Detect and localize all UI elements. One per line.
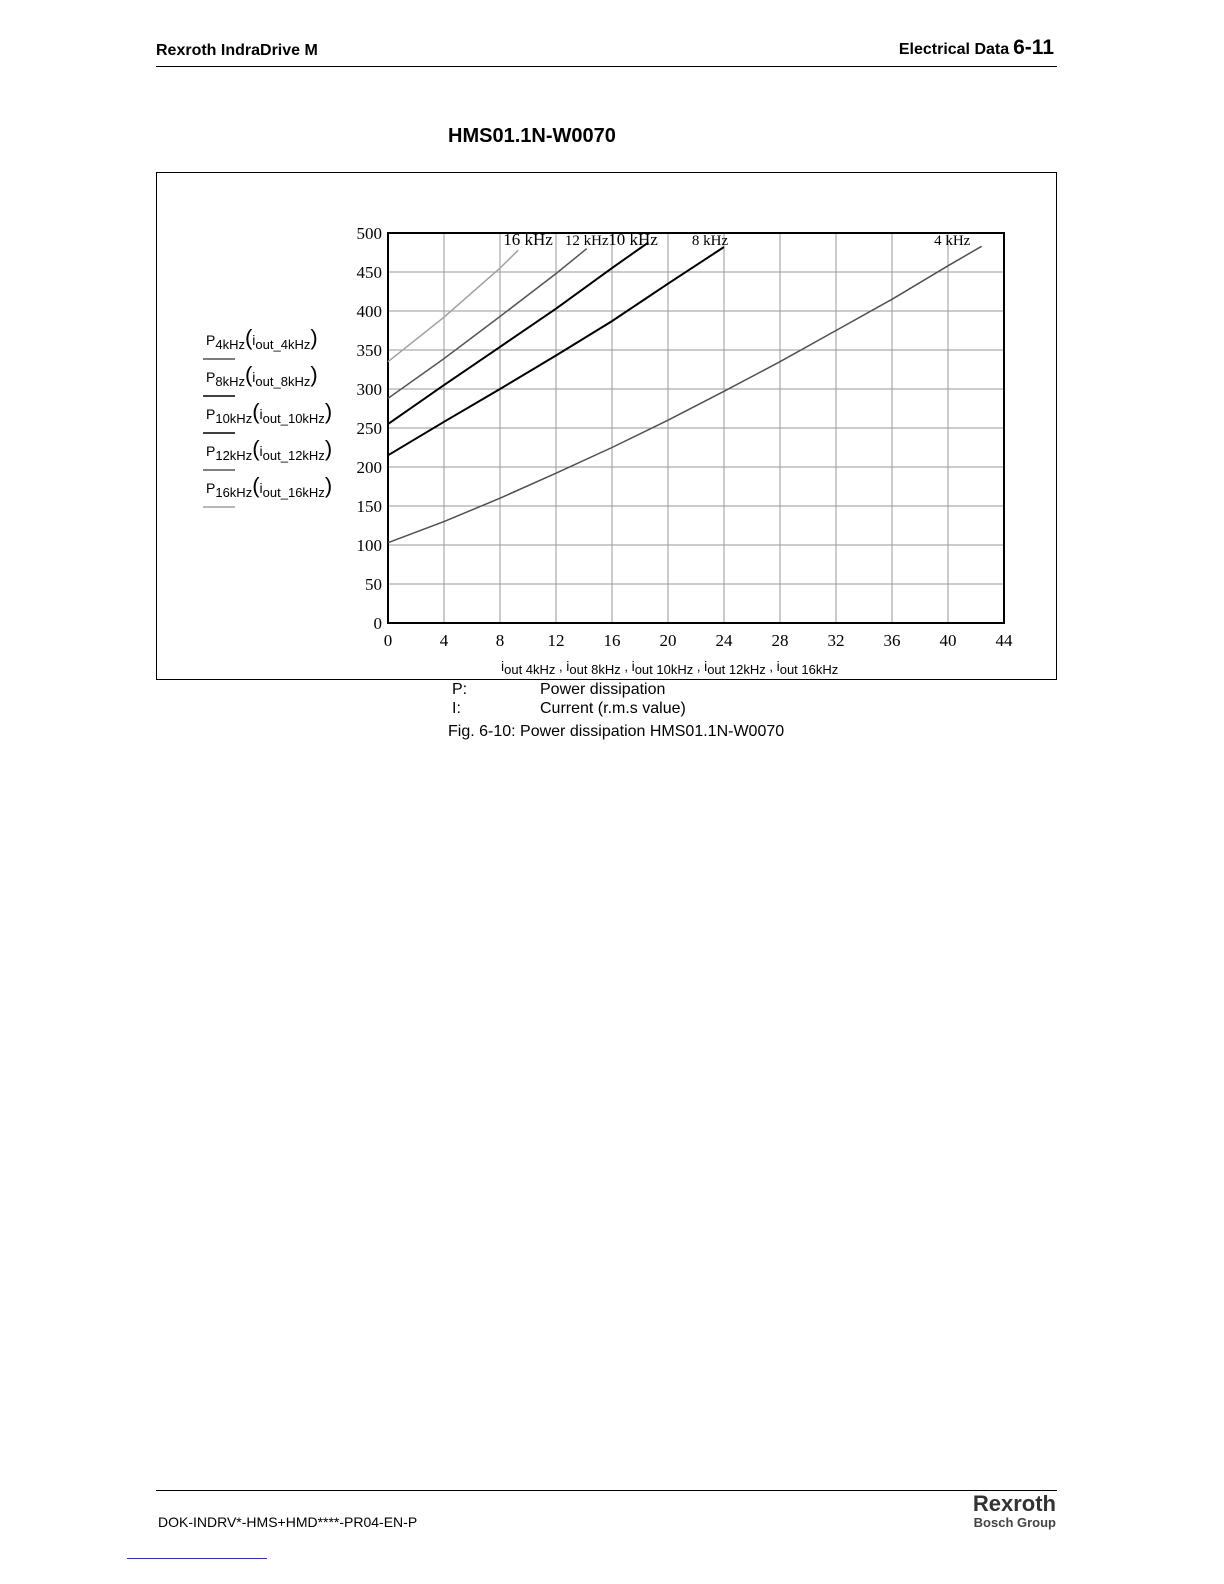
power-dissipation-chart [157,173,1056,679]
footer-divider [156,1490,1057,1491]
y-tick-label: 450 [356,263,382,282]
x-tick-label: 12 [547,631,565,650]
curve-label: 10 kHz [608,230,658,249]
x-tick-label: 20 [659,631,677,650]
legend-key: P: [452,681,468,698]
y-tick-label: 400 [356,302,382,321]
logo-group: Bosch Group [973,1515,1056,1530]
legend-entry: P16kHz(iout_16kHz) [206,473,333,500]
link-underline [127,1558,267,1559]
x-tick-label: 24 [715,631,733,650]
x-tick-label: 40 [939,631,957,650]
curve-label: 16 kHz [503,230,553,249]
curve-label: 4 kHz [934,233,971,249]
x-tick-label: 28 [771,631,789,650]
rexroth-logo [973,1492,1056,1530]
x-tick-label: 4 [439,631,449,650]
y-tick-label: 50 [365,575,382,594]
y-tick-label: 250 [356,419,382,438]
series-line [388,242,648,424]
curve-label: 12 kHz [564,233,609,249]
legend-entry: P4kHz(iout_4kHz) [206,325,318,352]
document-id: DOK-INDRV*-HMS+HMD****-PR04-EN-P [158,1514,418,1530]
y-tick-label: 350 [356,341,382,360]
x-tick-label: 36 [883,631,901,650]
curve-label: 8 kHz [691,233,729,249]
x-axis-label: iout 4kHz , iout 8kHz , iout 10kHz , iout 12kHz , iout 16kHz [501,658,839,677]
x-tick-label: 44 [995,631,1013,650]
legend-entry: P10kHz(iout_10kHz) [206,399,333,426]
figure-caption: Fig. 6-10: Power dissipation HMS01.1N-W0070 [448,723,785,740]
legend-entry: P8kHz(iout_8kHz) [206,362,318,389]
page-number: 6-11 [1013,36,1054,59]
chart-frame [156,172,1057,680]
section-name: Electrical Data [898,41,1010,58]
header-section [899,36,1054,60]
y-tick-label: 150 [356,497,382,516]
legend-entry: P12kHz(iout_12kHz) [206,436,333,463]
figure-title: HMS01.1N-W0070 [448,125,616,147]
y-tick-label: 500 [356,224,382,243]
legend-value: Current (r.m.s value) [540,700,686,717]
series-line [388,249,587,399]
x-tick-label: 0 [383,631,393,650]
x-tick-label: 16 [603,631,621,650]
series-line [388,246,982,542]
header-divider [156,66,1057,67]
y-tick-label: 0 [373,614,382,633]
logo-brand: Rexroth [972,1491,1056,1516]
header-title: Rexroth IndraDrive M [156,42,318,59]
x-tick-label: 8 [495,631,505,650]
y-tick-label: 200 [356,458,382,477]
legend-value: Power dissipation [540,681,666,698]
y-tick-label: 300 [356,380,382,399]
series-line [388,250,518,362]
y-tick-label: 100 [356,536,382,555]
x-tick-label: 32 [827,631,845,650]
legend-key: I: [452,700,461,717]
